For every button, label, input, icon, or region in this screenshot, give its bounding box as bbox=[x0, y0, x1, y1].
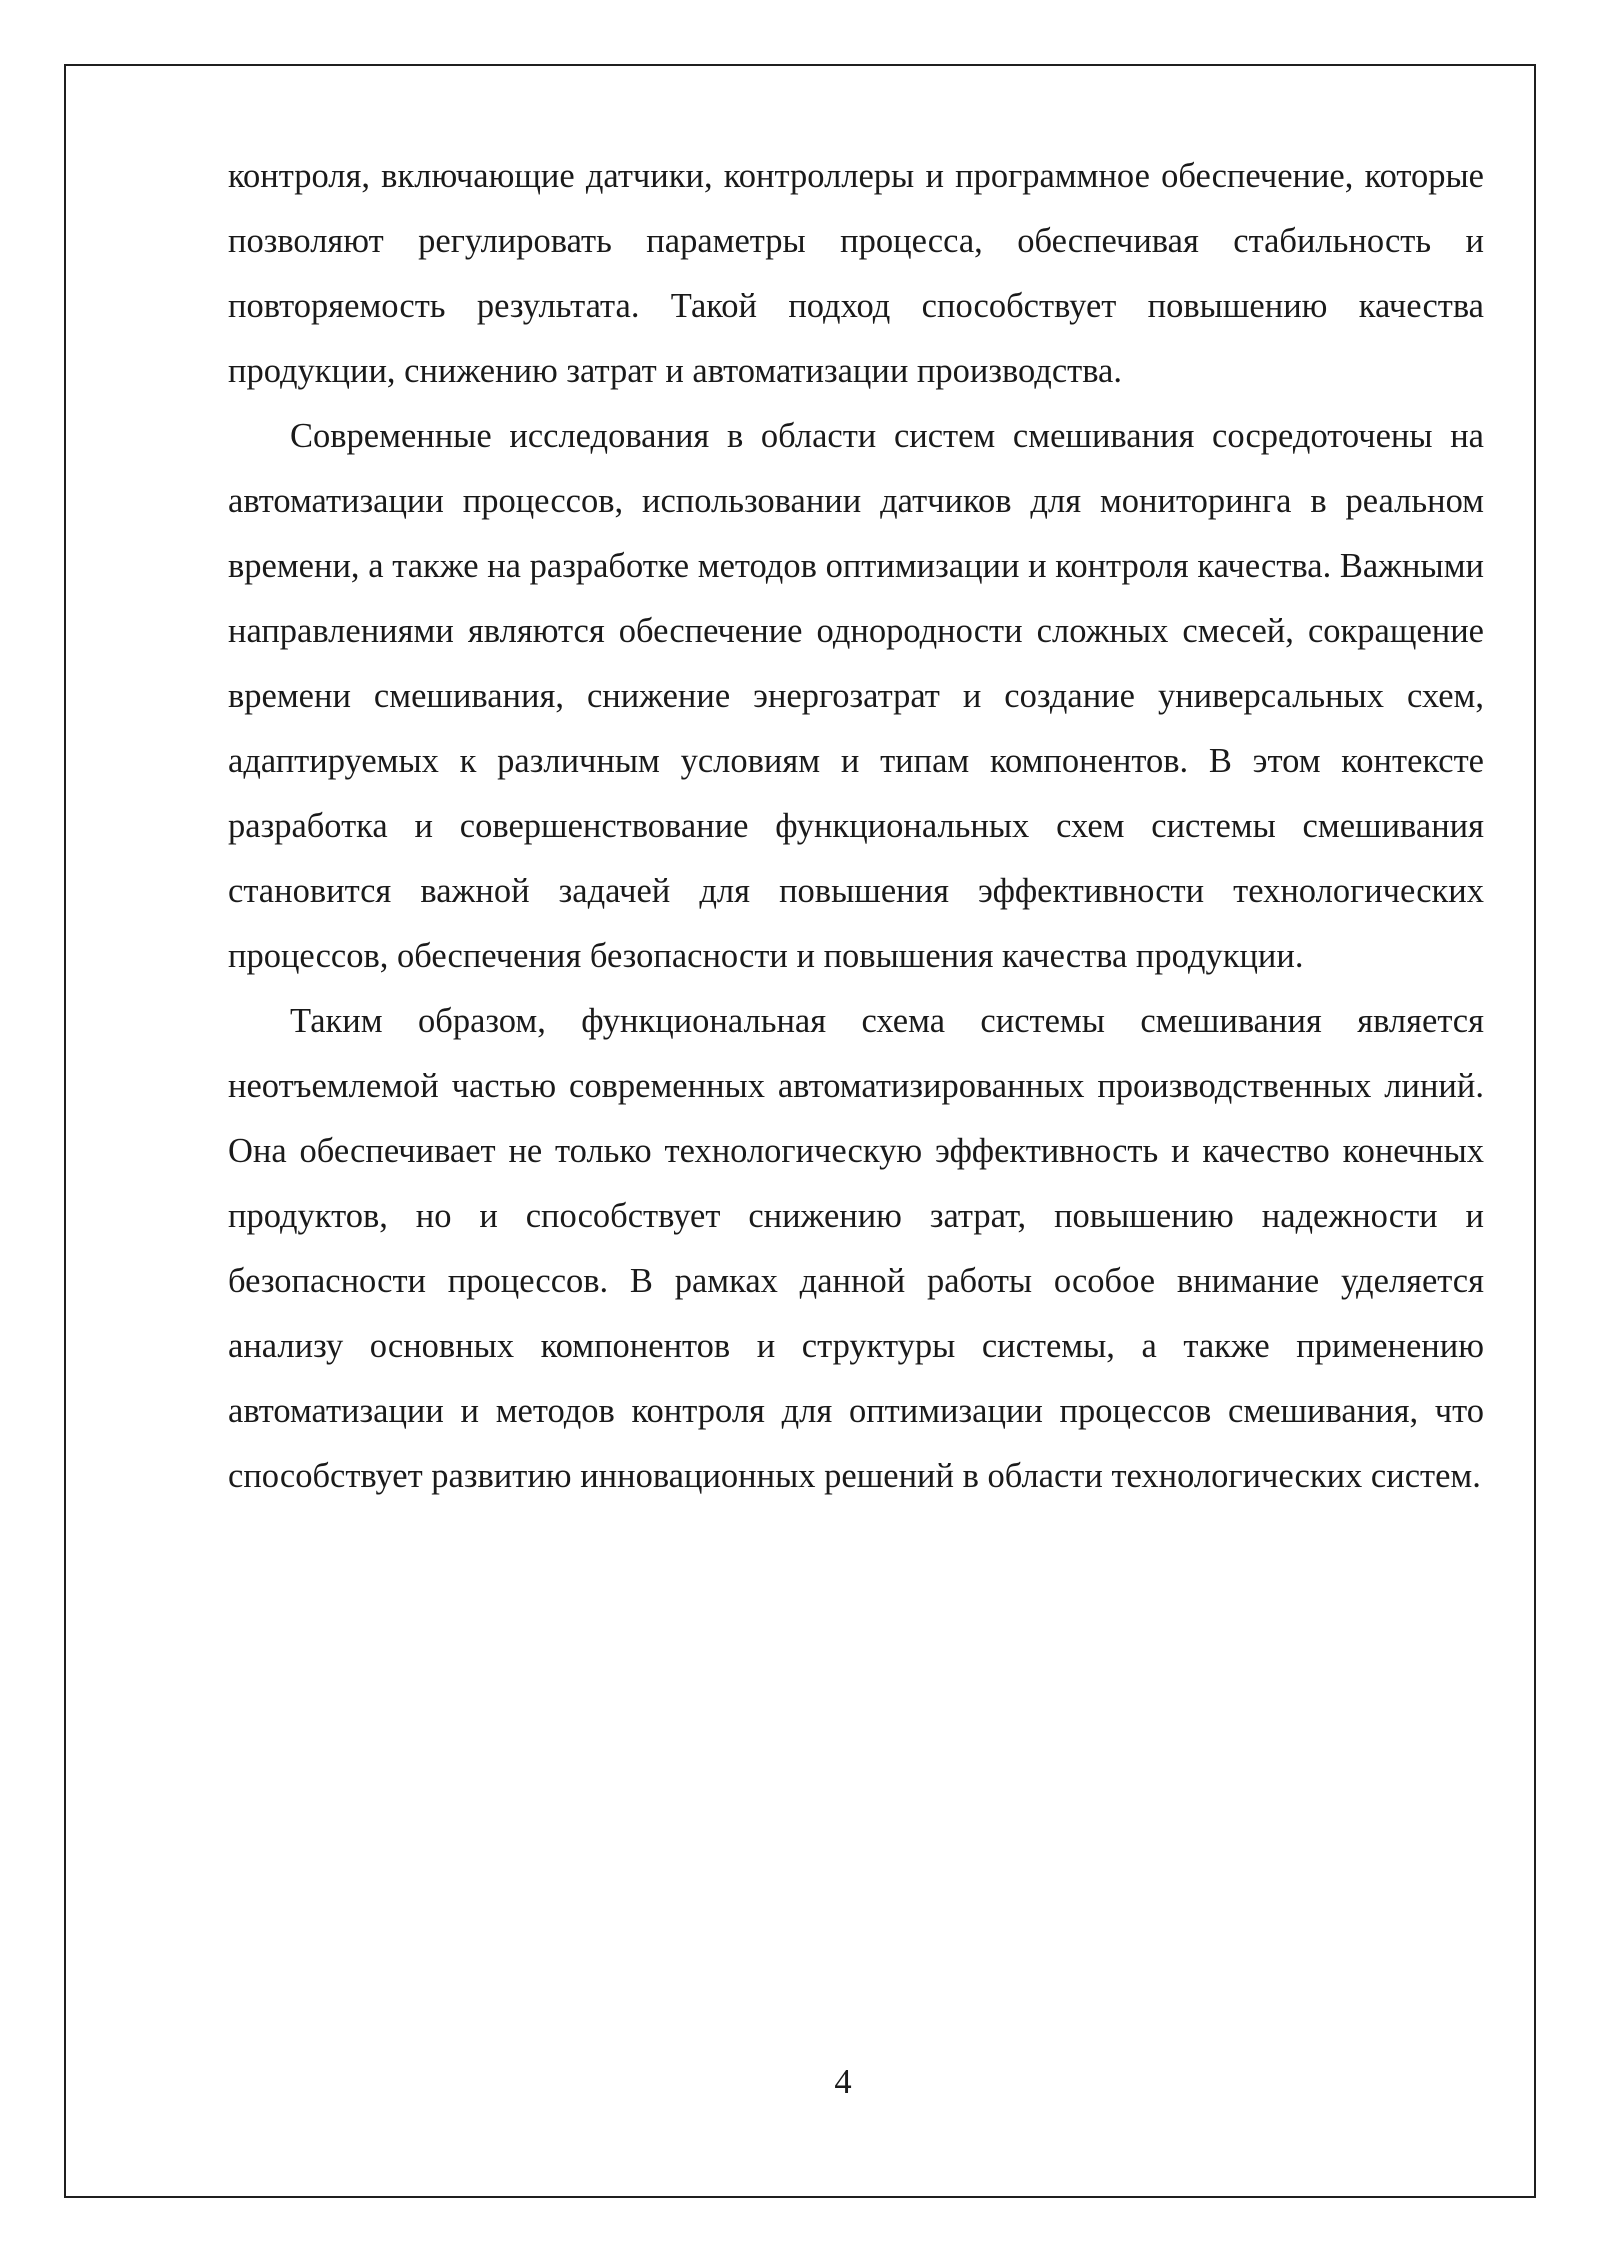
document-body bbox=[228, 144, 1484, 1509]
paragraph-continuation: контроля, включающие датчики, контроллеры и программное обеспечение, которые позволяют регулировать параметры процесса, обеспечивая стабильность и повторяемость результата. Такой подход способствует повышению качества продукции, снижению затрат и автоматизации производства. bbox=[228, 157, 1484, 390]
paragraph-conclusion: Таким образом, функциональная схема системы смешивания является неотъемлемой частью современных автоматизированных производственных линий. Она обеспечивает не только технологическую эффективность и качество конечных продуктов, но и способствует снижению затрат, повышению надежности и безопасности процессов. В рамках данной работы особое внимание уделяется анализу основных компонентов и структуры системы, а также применению автоматизации и методов контроля для оптимизации процессов смешивания, что способствует развитию инновационных решений в области технологических систем. bbox=[228, 1002, 1484, 1495]
paragraph-research: Современные исследования в области систем смешивания сосредоточены на автоматизации процессов, использовании датчиков для мониторинга в реальном времени, а также на разработке методов оптимизации и контроля качества. Важными направлениями являются обеспечение однородности сложных смесей, сокращение времени смешивания, снижение энергозатрат и создание универсальных схем, адаптируемых к различным условиям и типам компонентов. В этом контексте разработка и совершенствование функциональных схем системы смешивания становится важной задачей для повышения эффективности технологических процессов, обеспечения безопасности и повышения качества продукции. bbox=[228, 417, 1484, 975]
page-number: 4 bbox=[834, 2063, 852, 2101]
